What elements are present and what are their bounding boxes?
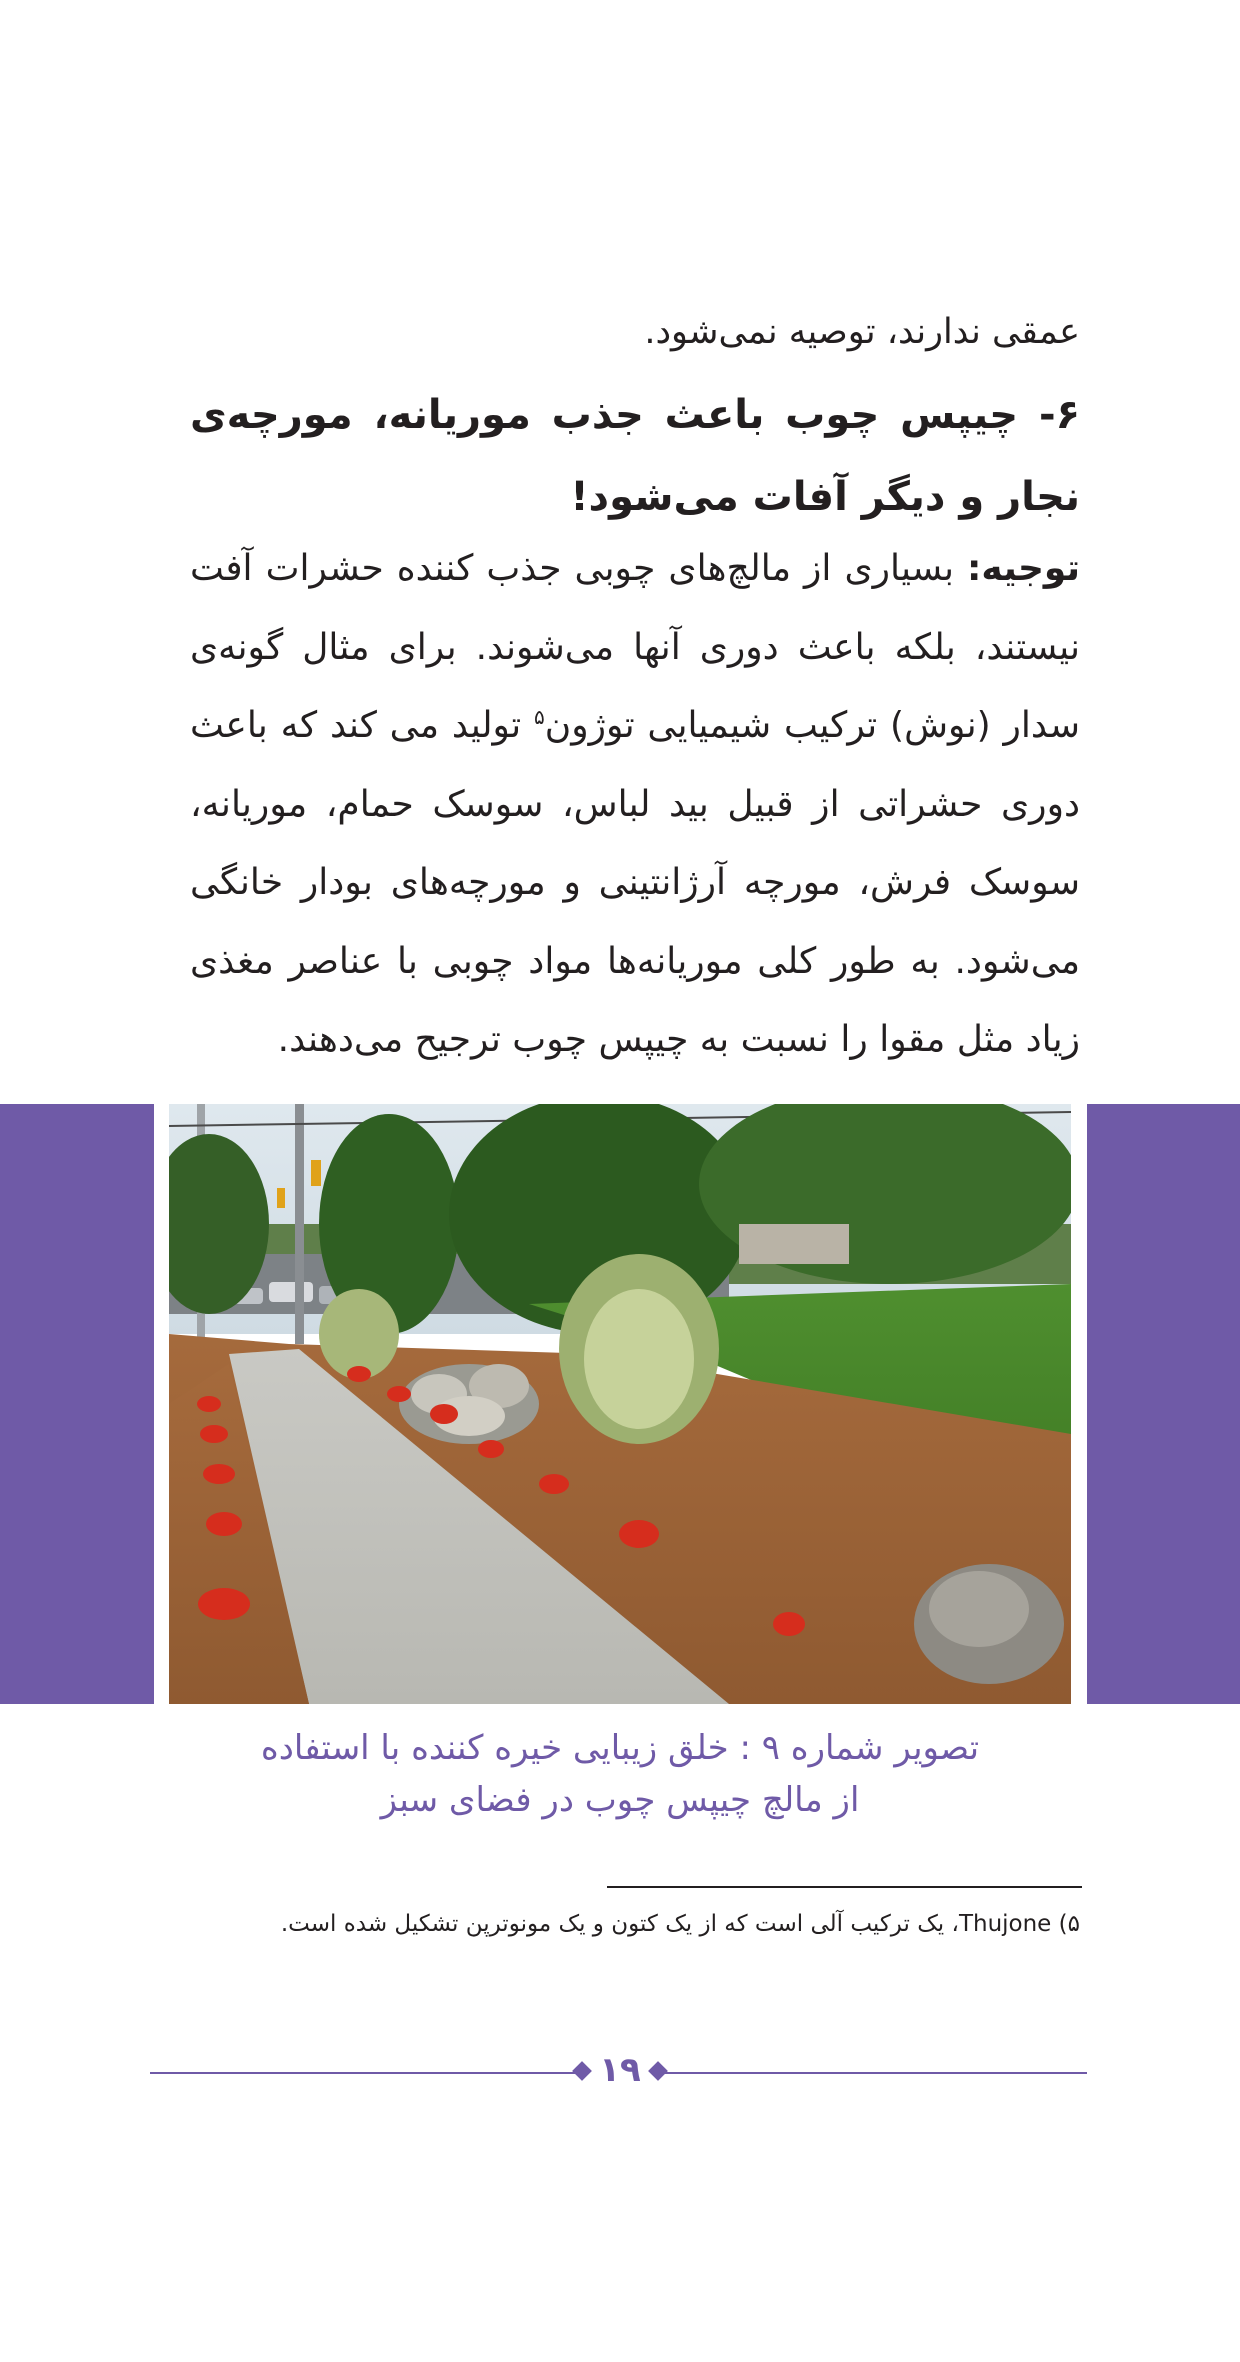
left-accent-band xyxy=(0,1104,154,1704)
caption-line-1: تصویر شماره ۹ : خلق زیبایی خیره کننده با استفاده xyxy=(260,1728,980,1768)
footnote-divider xyxy=(607,1886,1082,1888)
page-number-rule-right xyxy=(662,2072,1087,2074)
footnote-reference: ۵ xyxy=(534,705,545,729)
page-number-rule-left xyxy=(150,2072,578,2074)
explanation-text-part2: تولید می کند که باعث دوری حشراتی از قبیل بید لباس، سوسک حمام، موریانه، سوسک فرش، مورچه آرژانتینی و مورچه‌های بودار خانگی می‌شود. به طور کلی موریانه‌ها مواد چوبی با عناصر مغذی زیاد مثل مقوا را نسبت به چیپس چوب ترجیح می‌دهند. xyxy=(190,705,1080,1060)
right-accent-band xyxy=(1087,1104,1240,1704)
garden-mulch-photo xyxy=(169,1104,1071,1704)
section-heading: ۶- چیپس چوب باعث جذب موریانه، مورچه‌ی نجار و دیگر آفات می‌شود! xyxy=(190,392,1080,520)
page-number: ۱۹ xyxy=(599,2050,641,2090)
caption-line-2: از مالچ چیپس چوب در فضای سبز xyxy=(380,1780,860,1820)
explanation-paragraph xyxy=(190,530,1080,1080)
continuation-text: عمقی ندارند، توصیه نمی‌شود. xyxy=(644,312,1080,352)
explanation-text-part1: بسیاری از مالچ‌های چوبی جذب کننده حشرات آفت نیستند، بلکه باعث دوری آنها می‌شوند. برای مثال گونه‌ی سدار (نوش) ترکیب شیمیایی توژون xyxy=(190,548,1080,746)
explanation-label: توجیه: xyxy=(967,548,1080,589)
figure-caption xyxy=(170,1722,1070,1826)
footnote: ۵) Thujone، یک ترکیب آلی است که از یک کتون و یک مونوترپن تشکیل شده است. xyxy=(280,1911,1080,1937)
